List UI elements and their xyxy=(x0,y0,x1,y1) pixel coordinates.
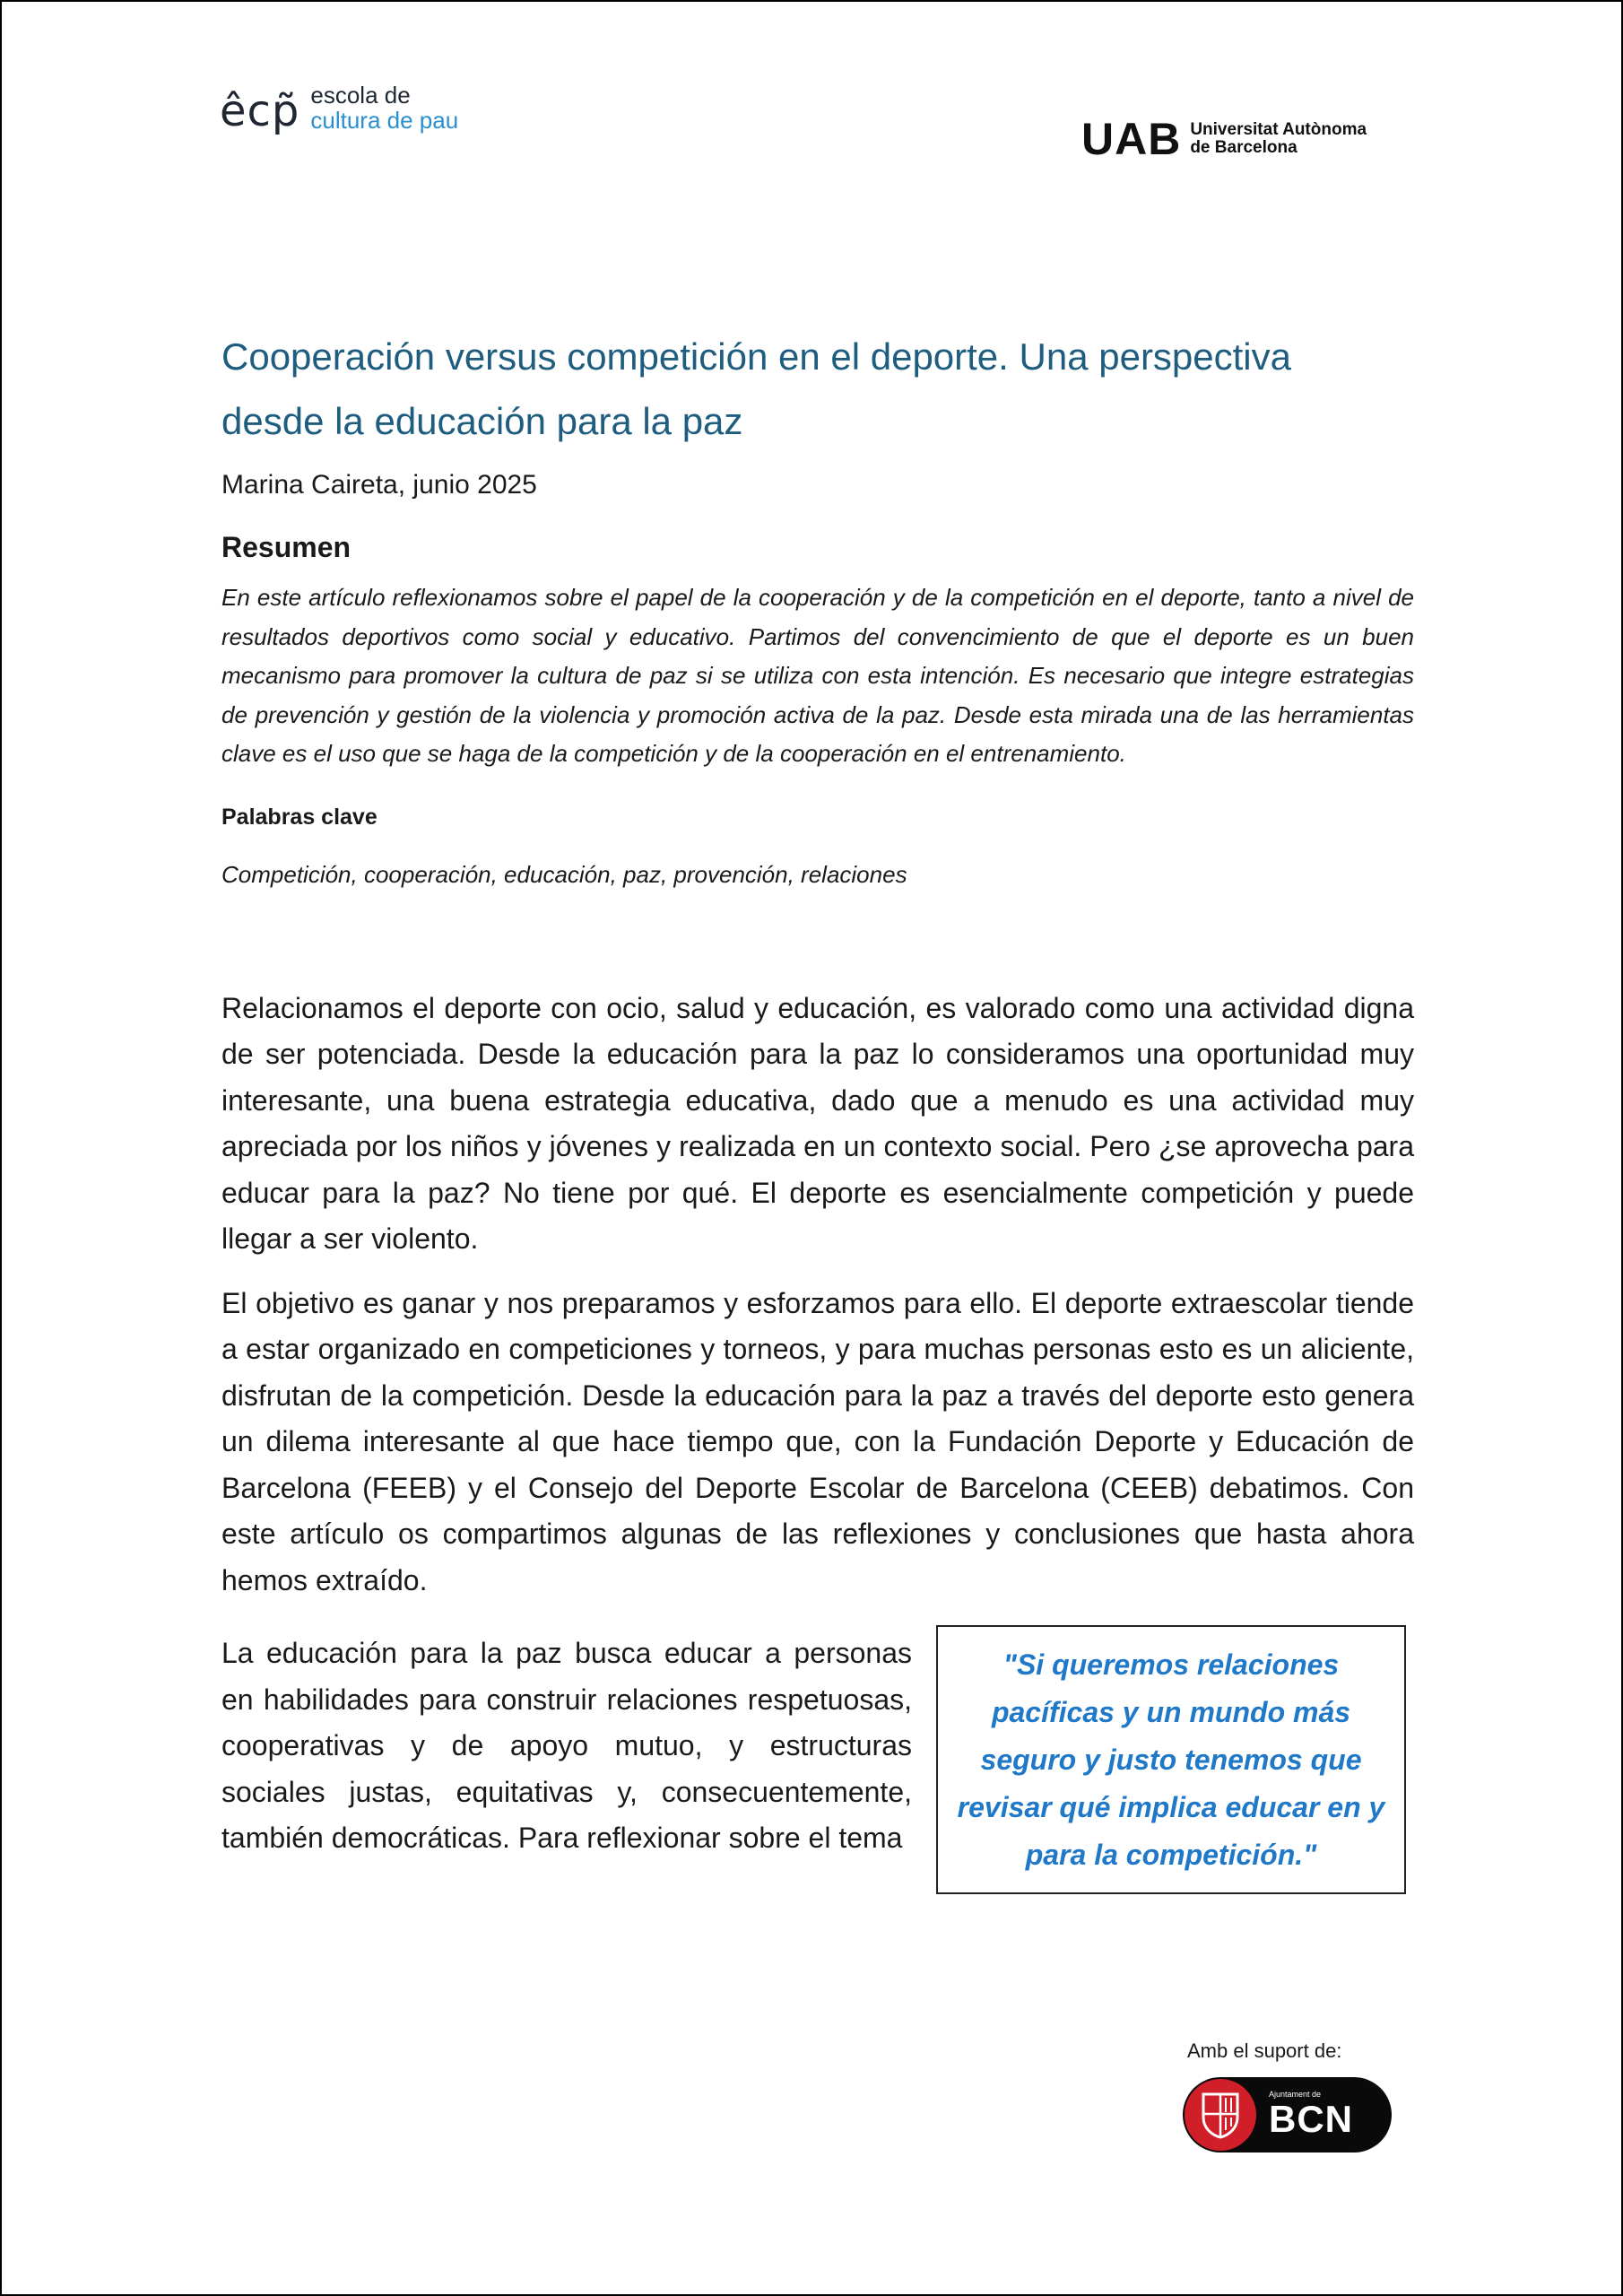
body-paragraph-2: El objetivo es ganar y nos preparamos y esforzamos para ello. El deporte extraescolar tiende a estar organizado en competiciones y torneos, y para muchas personas esto es un aliciente, disfrutan de la competición. Desde la educación para la paz a través del deporte esto genera un dilema interesante al que hace tiempo que, con la Fundación Deporte y Educación de Barcelona (FEEB) y el Consejo del Deporte Escolar de Barcelona (CEEB) debatimos. Con este artículo os compartimos algunas de las reflexiones y conclusiones que hasta ahora hemos extraído. xyxy=(221,1286,1414,1596)
uab-name-line2: de Barcelona xyxy=(1190,138,1298,157)
ecp-logo xyxy=(220,82,459,136)
keywords-text: Competición, cooperación, educación, paz, provención, relaciones xyxy=(221,860,907,888)
article-author: Marina Caireta, junio 2025 xyxy=(221,470,537,500)
bcn-logo-small: Ajuntament de xyxy=(1269,2090,1322,2099)
ecp-logo-line1: escola de xyxy=(310,82,411,109)
keywords-heading: Palabras clave xyxy=(221,804,378,830)
support-label: Amb el suport de: xyxy=(1187,2039,1342,2062)
ecp-logo-line2: cultura de pau xyxy=(310,107,459,134)
uab-logo-mark: UAB xyxy=(1081,114,1182,164)
summary-heading: Resumen xyxy=(221,531,352,563)
bcn-logo xyxy=(1183,2077,1392,2152)
ecp-logo-mark: êcp̃ xyxy=(220,86,300,136)
barcelona-shield-icon xyxy=(1185,2079,1256,2151)
quote-section xyxy=(221,1631,1414,1900)
ecp-logo-text xyxy=(310,83,458,133)
body-paragraph-3: La educación para la paz busca educar a personas en habilidades para construir relaciones respetuosas, cooperativas y de apoyo mutuo, y estructuras sociales justas, equitativas y, consecuentemente, también democráticas. Para reflexionar sobre el tema xyxy=(221,1637,912,1854)
body-paragraph-1: Relacionamos el deporte con ocio, salud y educación, es valorado como una actividad digna de ser potenciada. Desde la educación para la paz lo consideramos una oportunidad muy interesante, una buena estrategia educativa, dado que a menudo es una actividad muy apreciada por los niños y jóvenes y realizada en un contexto social. Pero ¿se aprovecha para educar para la paz? No tiene por qué. El deporte es esencialmente competición y puede llegar a ser violento. xyxy=(221,991,1414,1255)
pull-quote-box xyxy=(936,1625,1406,1894)
uab-name-line1: Universitat Autònoma xyxy=(1190,120,1367,139)
bcn-logo-text xyxy=(1269,2090,1353,2140)
article-content xyxy=(221,325,1414,1900)
article-title xyxy=(221,325,1414,454)
pull-quote-text: "Si queremos relaciones pacíficas y un mundo más seguro y justo tenemos que revisar qué implica educar en y para la competición." xyxy=(957,1648,1385,1871)
article-title-line1: Cooperación versus competición en el deporte. Una perspectiva xyxy=(221,335,1292,378)
article-title-line2: desde la educación para la paz xyxy=(221,400,743,442)
uab-logo-name xyxy=(1190,121,1367,157)
summary-text: En este artículo reflexionamos sobre el papel de la cooperación y de la competición en el deporte, tanto a nivel de resultados deportivos como social y educativo. Partimos del convencimiento de que el deporte es un buen mecanismo para promover la cultura de paz si se utiliza con esta intención. Es necesario que integre estrategias de prevención y gestión de la violencia y promoción activa de la paz. Desde esta mirada una de las herramientas clave es el uso que se haga de la competición y de la cooperación en el entrenamiento. xyxy=(221,584,1414,767)
uab-logo xyxy=(1081,114,1367,164)
bcn-logo-big: BCN xyxy=(1269,2098,1353,2140)
